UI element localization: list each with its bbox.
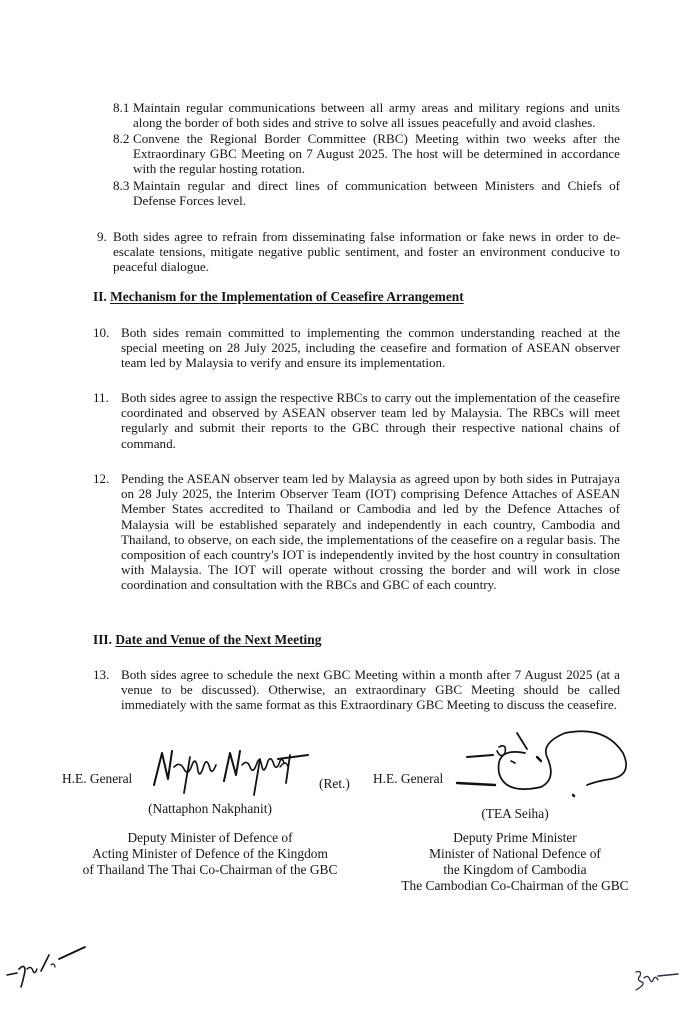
clause-text: Both sides agree to schedule the next GBC Meeting within a month after 7 August 2025 (at a venue to be discussed). Otherwise, an extraordinary GBC Meeting should be called immediately with the same format as this Extraordinary GBC Meeting to discuss the ceasefire. bbox=[121, 667, 620, 713]
clause-13 bbox=[93, 667, 620, 713]
section-title: Mechanism for the Implementation of Ceasefire Arrangement bbox=[110, 289, 464, 304]
thai-signature bbox=[150, 745, 310, 800]
title-line: the Kingdom of Cambodia bbox=[443, 862, 587, 877]
cambodian-signature bbox=[455, 725, 625, 800]
title-line: Deputy Minister of Defence of bbox=[127, 830, 293, 845]
clause-text: Maintain regular and direct lines of communication between Ministers and Chiefs of Defense Forces level. bbox=[133, 178, 620, 209]
title-line: The Cambodian Co-Chairman of the GBC bbox=[401, 878, 629, 893]
section-heading-3 bbox=[93, 632, 321, 648]
initials-right bbox=[632, 966, 682, 994]
thai-signatory-prefix: H.E. General bbox=[62, 771, 133, 786]
clause-8-1 bbox=[113, 100, 620, 130]
clause-number: 12. bbox=[93, 471, 110, 486]
clause-text: Maintain regular communications between all army areas and military regions and units along the border of both sides and strive to solve all issues peacefully and avoid clashes. bbox=[133, 100, 620, 131]
clause-number: 8.1 bbox=[113, 100, 130, 115]
cambodian-signatory-title bbox=[385, 830, 645, 894]
clause-8-2 bbox=[113, 131, 620, 177]
cambodian-signatory-prefix: H.E. General bbox=[373, 771, 444, 786]
title-line: Minister of National Defence of bbox=[429, 846, 601, 861]
clause-number: 8.3 bbox=[113, 178, 130, 193]
initials-left bbox=[5, 945, 90, 985]
clause-9 bbox=[97, 229, 620, 275]
title-line: Deputy Prime Minister bbox=[453, 830, 577, 845]
clause-number: 9. bbox=[97, 229, 107, 244]
cambodian-signatory-name: (TEA Seiha) bbox=[481, 806, 549, 821]
clause-11 bbox=[93, 390, 620, 451]
clause-text: Pending the ASEAN observer team led by Malaysia as agreed upon by both sides in Putrajaya on 28 July 2025, the Interim Observer Team (IOT) comprising Defence Attaches of ASEAN Member States accredited to Thailand or Cambodia and led by the Defence Attaches of Malaysia will be established separately and independently in each country, Cambodia and Thailand, to observe, on each side, the implementations of the ceasefire on a regular basis. The composition of each country's IOT is independently invited by the host country in consultation with Malaysia. The IOT will operate without crossing the border and will work in close coordination and consultation with the RBCs and GBC of each country. bbox=[121, 471, 620, 593]
title-line: Acting Minister of Defence of the Kingdom bbox=[92, 846, 328, 861]
clause-text: Both sides remain committed to implementing the common understanding reached at the special meeting on 28 July 2025, including the ceasefire and formation of ASEAN observer team led by Malaysia to verify and ensure its implementation. bbox=[121, 325, 620, 371]
section-number: III. bbox=[93, 632, 112, 647]
thai-signatory-name: (Nattaphon Nakphanit) bbox=[148, 801, 272, 816]
clause-number: 10. bbox=[93, 325, 110, 340]
title-line: of Thailand The Thai Co-Chairman of the GBC bbox=[82, 862, 338, 877]
section-number: II. bbox=[93, 289, 107, 304]
clause-number: 11. bbox=[93, 390, 109, 405]
section-heading-2 bbox=[93, 289, 464, 305]
section-title: Date and Venue of the Next Meeting bbox=[115, 632, 322, 647]
thai-signatory-title bbox=[40, 830, 380, 878]
clause-number: 8.2 bbox=[113, 131, 130, 146]
clause-10 bbox=[93, 325, 620, 371]
clause-12 bbox=[93, 471, 620, 593]
thai-signatory-suffix: (Ret.) bbox=[319, 776, 350, 791]
clause-text: Both sides agree to refrain from disseminating false information or fake news in order to de-escalate tensions, mitigate negative public sentiment, and foster an environment conducive to peaceful dialogue. bbox=[113, 229, 620, 275]
clause-text: Convene the Regional Border Committee (RBC) Meeting within two weeks after the Extraordinary GBC Meeting on 7 August 2025. The host will be determined in accordance with the regular hosting rotation. bbox=[133, 131, 620, 177]
clause-text: Both sides agree to assign the respective RBCs to carry out the implementation of the ceasefire coordinated and observed by ASEAN observer team led by Malaysia. The RBCs will meet regularly and submit their reports to the GBC through their respective national chains of command. bbox=[121, 390, 620, 451]
clause-number: 13. bbox=[93, 667, 110, 682]
clause-8-3 bbox=[113, 178, 620, 208]
